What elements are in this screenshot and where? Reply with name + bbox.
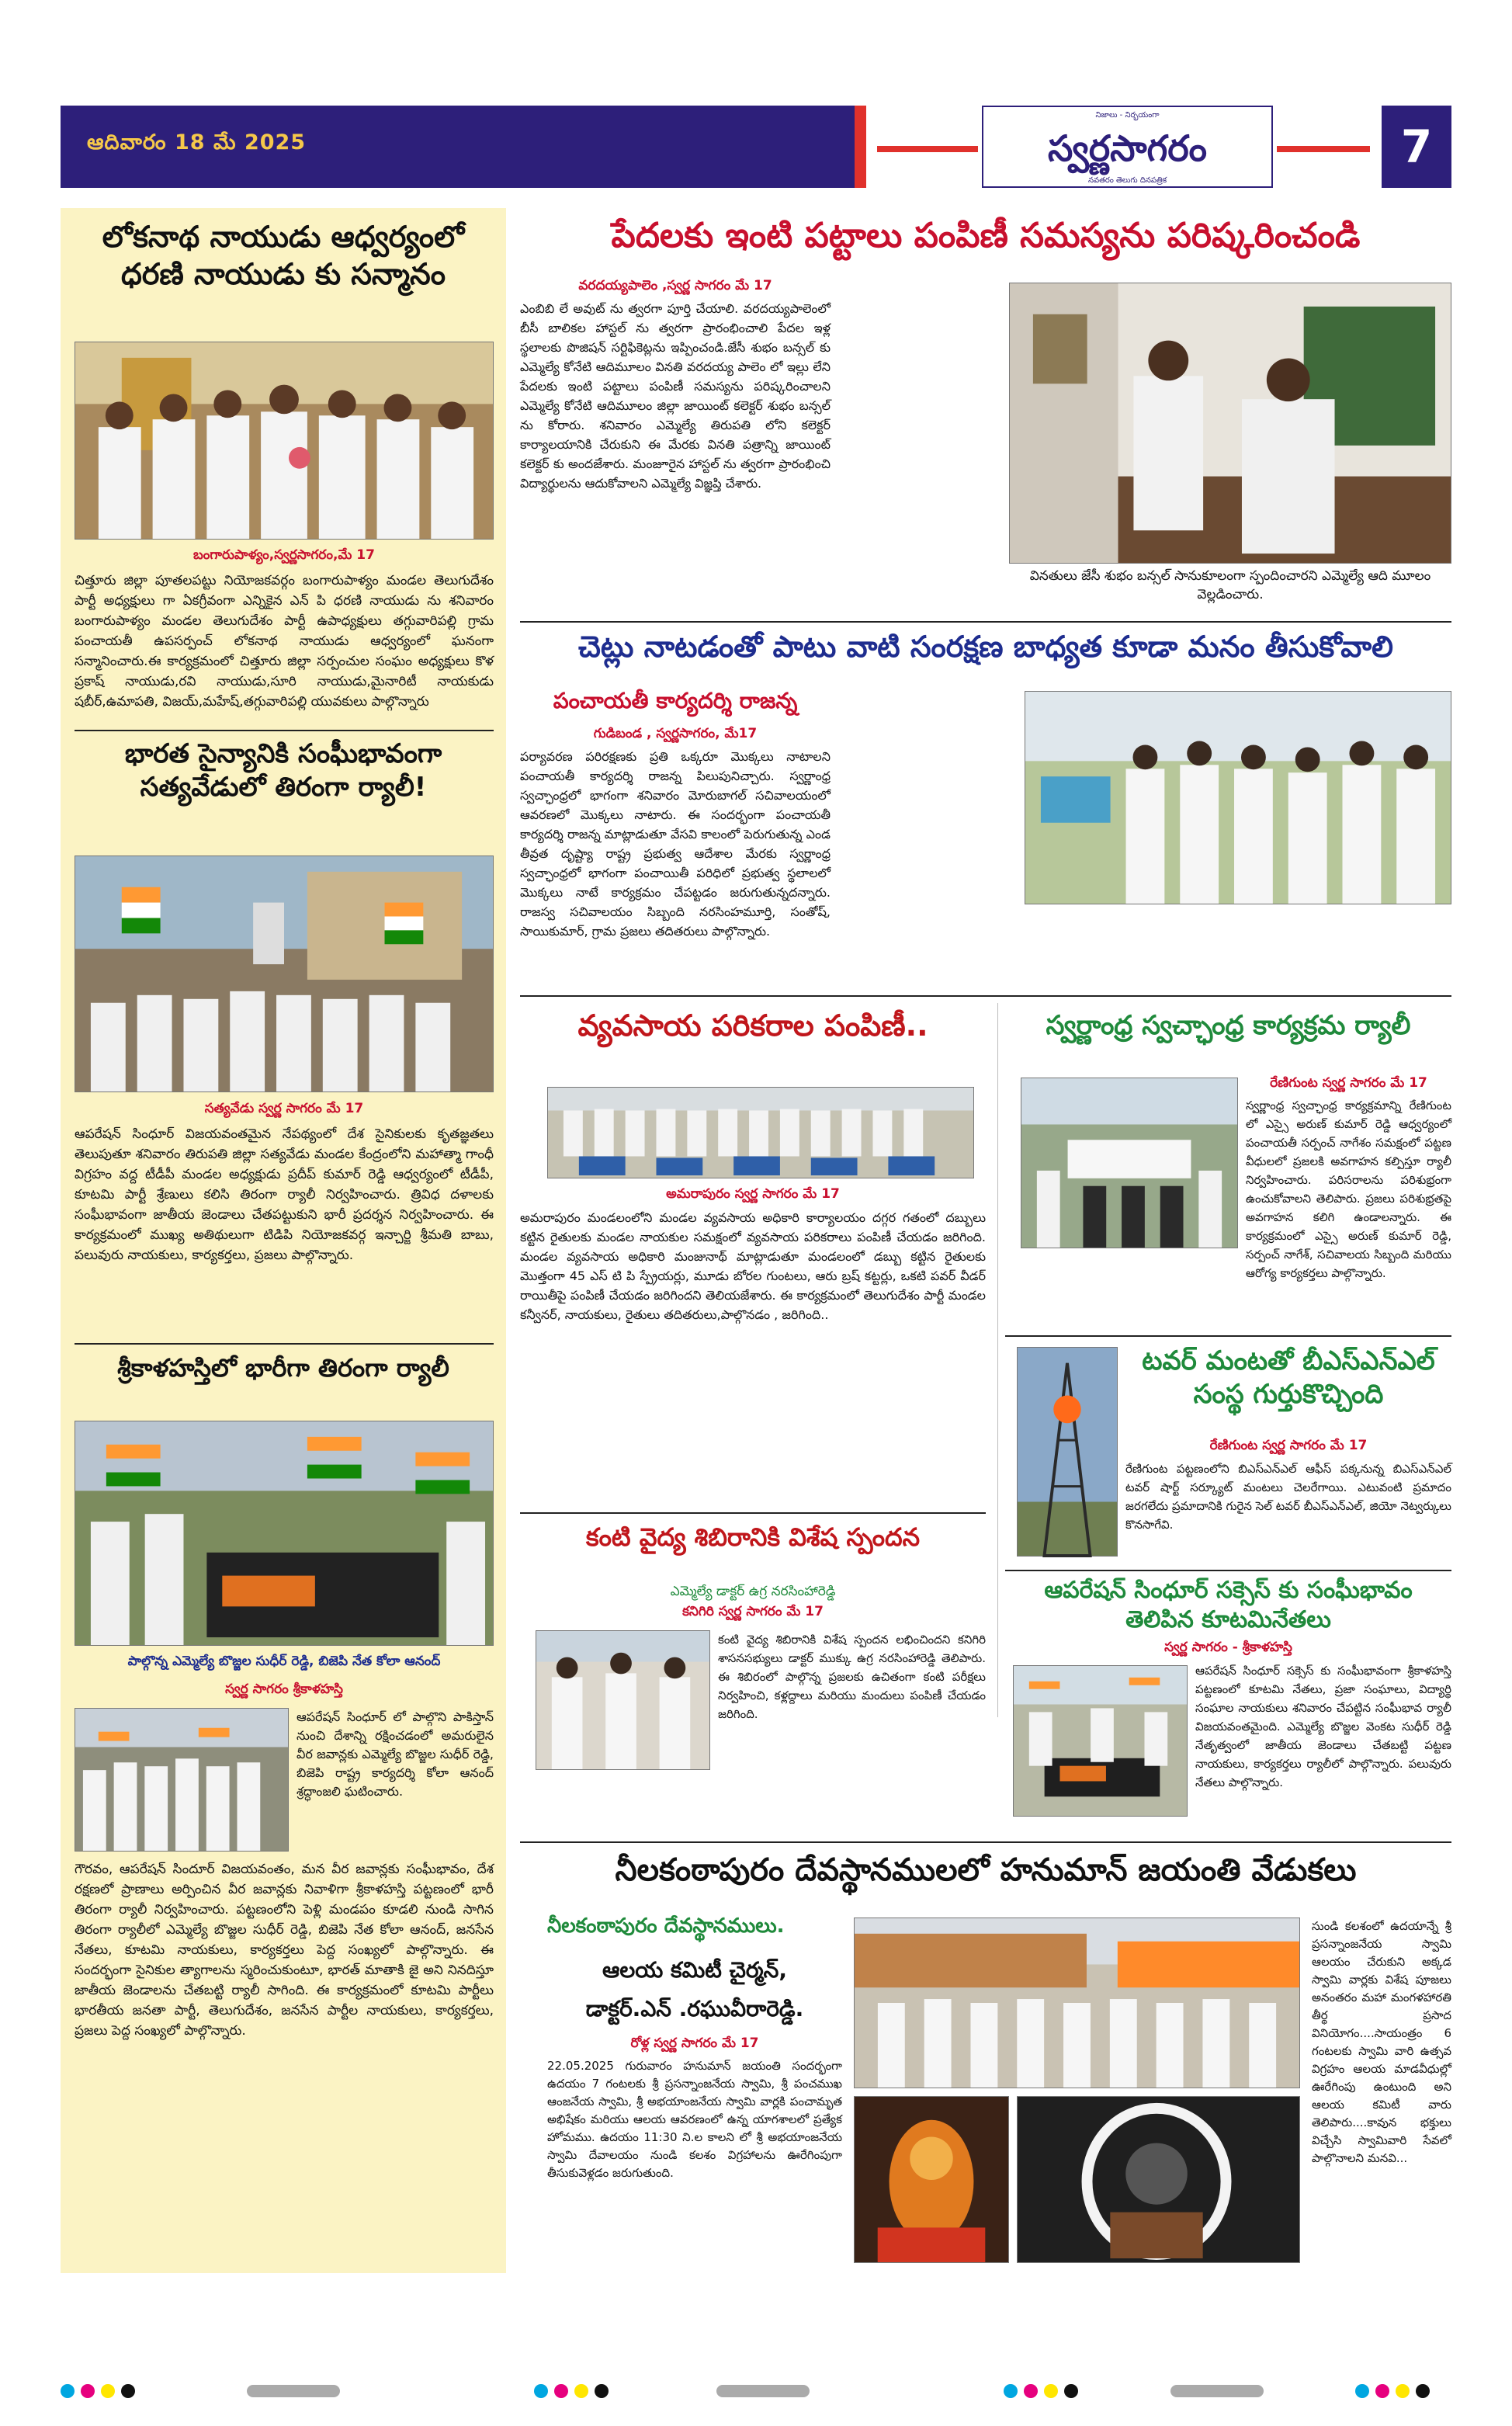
black-mark xyxy=(595,2384,609,2398)
issue-date: ఆదివారం 18 మే 2025 xyxy=(87,130,307,154)
right-article-3-photo xyxy=(547,1087,974,1178)
right-article-2-body: పర్యావరణ పరిరక్షణకు ప్రతి ఒక్కరూ మొక్కలు నాటాలని పంచాయతీ కార్యదర్శి రాజన్న పిలుపునిచ్చారు. స్వర్ణాంధ్ర స్వచ్ఛాంధ్రలో భాగంగా శనివారం మోరుబాగల్ సచివాలయంలో ఆవరణలో మొక్కలు నాటారు. ఈ సందర్భంగా పంచాయతీ కార్యదర్శి రాజన్న మాట్లాడుతూ వేసవి కాలంలో పెరుగుతున్న ఎండ తీవ్రత దృష్ట్యా రాష్ట్ర ప్రభుత్వ ఆదేశాల మేరకు స్వర్ణాంధ్ర స్వచ్ఛాంధ్రలో భాగంగా పంచాయితీ పరిధిలో ప్రభుత్వ స్థలాలలో మొక్కలు నాటే కార్యక్రమం చేపట్టడం జరుగుతున్నదన్నారు. రాజస్వ సచివాలయం సిబ్బంది నరసింహమూర్తి, సంతోష్, సాయికుమార్, గ్రామ ప్రజలు తదితరులు పాల్గొన్నారు. xyxy=(520,749,831,939)
right-article-8-side-body: సుండి కలశంలో ఉదయాన్నే శ్రీ ప్రసన్నాంజనేయ స్వామి ఆలయం చేరుకుని అక్కడ స్వామి వార్లకు విశేష పూజలు అనంతరం మహా మంగళహారతి తీర్థ ప్రసాద వినియోగం....సాయంత్రం 6 గంటలకు స్వామి వారి ఉత్సవ విగ్రహం ఆలయ మాడవీధుల్లో ఊరేగింపు ఉంటుంది అని ఆలయ కమిటీ వారు తెలిపారు....కావున భక్తులు విచ్చేసి స్వామివారి సేవలో పాల్గొనాలని మనవి... xyxy=(1312,1919,1451,2165)
right-article-3-body: అమరాపురం మండలంలోని మండల వ్యవసాయ అధికారి కార్యాలయం దగ్గర గతంలో దబ్బులు కట్టిన రైతులకు మండల నాయకుల సమక్షంలో వ్యవసాయ పరికరాలు పంపిణీ చేయడం జరిగింది. మండల వ్యవసాయ అధికారి మంజునాథ్ మాట్లాడుతూ మండలంలో డబ్బు కట్టిన రైతులకు మొత్తంగా 45 ఎస్ టి పి స్ప్రేయర్లు, మూడు బోరల గుంటలు, ఆరు బ్రష్ కట్టర్లు, ఒకటి పవర్ వీడర్ రాయితీపై పంపిణీ చేయడం జరిగిందని తెలియజేశారు. ఈ కార్యక్రమంలో తెలుగుదేశం పార్టీ మండల కన్వీనర్, నాయకులు, రైతులు తదితరులు,పాల్గొనడం , జరిగింది.. xyxy=(520,1210,986,1322)
divider xyxy=(75,730,494,731)
left-article-2-headline: భారత సైన్యానికి సంఘీభావంగా సత్యవేడులో తిరంగా ర్యాలీ! xyxy=(124,738,442,803)
right-article-3-dateline: అమరాపురం స్వర్ణ సాగరం మే 17 xyxy=(666,1186,840,1202)
left-article-3-headline: శ్రీకాళహస్తిలో భారీగా తిరంగా ర్యాలీ xyxy=(117,1353,449,1383)
grey-bar xyxy=(716,2385,810,2397)
right-article-4-dateline: రేణిగుంట స్వర్ణ సాగరం మే 17 xyxy=(1270,1075,1427,1091)
magenta-mark xyxy=(1375,2384,1389,2398)
right-article-8-dateline: రోళ్ల స్వర్ణ సాగరం మే 17 xyxy=(630,2036,759,2051)
left-article-1-body: చిత్తూరు జిల్లా పూతలపట్టు నియోజకవర్గం బంగారుపాళ్యం మండల తెలుగుదేశం పార్టీ అధ్యక్షులు గా ఏకగ్రీవంగా ఎన్నికైన ఎన్ పి ధరణి నాయుడు ను శనివారం బంగారుపాళ్యం మండల తెలుగుదేశం పార్టీ ఉపాధ్యక్షులు తగ్గువారిపల్లి గ్రామ పంచాయతీ ఉపసర్పంచ్ లోకనాథ నాయుడు ఆధ్వర్యంలో ఘనంగా సన్మానించారు.ఈ కార్యక్రమంలో చిత్తూరు జిల్లా సర్పంచుల సంఘం అధ్యక్షులు కొళ ప్రకాష్ నాయుడు,రవి నాయుడు,సూరి నాయుడు,మైనారిటీ నాయకుడు షబీర్,ఉమాపతి, విజయ్,మహేష్,తగ్గువారిపల్లి యువకులు పాల్గొన్నారు xyxy=(75,573,494,710)
right-article-7-dateline: స్వర్ణ సాగరం - శ్రీకాళహస్తి xyxy=(1164,1640,1292,1655)
right-article-6-photo xyxy=(536,1630,710,1770)
right-article-1-dateline: వరదయ్యపాలెం ,స్వర్ణ సాగరం మే 17 xyxy=(578,278,772,293)
header-accent xyxy=(855,106,866,188)
left-article-1-photo xyxy=(75,342,494,540)
divider xyxy=(520,1512,986,1514)
right-article-6-subheadline: ఎమ్మెల్యే డాక్టర్ ఉగ్ర నరసింహారెడ్డి xyxy=(670,1584,836,1599)
right-article-2-dateline: గుడిబండ , స్వర్ణసాగరం, మే17 xyxy=(593,726,758,741)
right-article-8-sub-2: ఆలయ కమిటీ చైర్మన్, xyxy=(602,1957,787,1983)
right-article-1-photo xyxy=(1009,283,1451,564)
right-article-8-photo-idol-1 xyxy=(854,2096,1009,2263)
cyan-mark xyxy=(1355,2384,1369,2398)
divider xyxy=(520,1841,1451,1843)
right-article-4-body: స్వర్ణాంధ్ర స్వచ్ఛాంధ్ర కార్యక్రమాన్ని రేణిగుంట లో ఎస్సై అరుణ్ కుమార్ రెడ్డి ఆధ్వర్యంలో పంచాయతీ సర్పంచ్ నాగేశం సమక్షంలో పట్టణ వీధులలో ప్రజలకి అవగాహన కల్పిస్తూ ర్యాలీ నిర్వహించారు. పరిసరాలను పరిశుభ్రంగా ఉంచుకోవాలని తెలిపారు. ప్రజలు పరిశుభ్రతపై అవగాహన కలిగి ఉండాలన్నారు. ఈ కార్యక్రమంలో ఎస్సై అరుణ్ కుమార్ రెడ్డి, సర్పంచ్ నాగేశ్, సచివాలయ సిబ్బంది మరియు ఆరోగ్య కార్యకర్తలు పాల్గొన్నారు. xyxy=(1246,1098,1451,1280)
right-article-4-headline: స్వర్ణాంధ్ర స్వచ్ఛాంధ్ర కార్యక్రమ ర్యాలీ xyxy=(1046,1010,1411,1041)
divider xyxy=(1005,1335,1451,1337)
right-article-5-headline: టవర్ మంటతో బీఎస్ఎన్ఎల్ సంస్థ గుర్తుకొచ్చింది xyxy=(1142,1345,1435,1410)
print-registration-marks xyxy=(61,2382,1451,2400)
right-article-8-photo-procession xyxy=(854,1918,1300,2088)
right-article-4-photo xyxy=(1021,1078,1238,1248)
grey-bar xyxy=(247,2385,340,2397)
left-article-2-body: ఆపరేషన్ సింధూర్ విజయవంతమైన నేపథ్యంలో దేశ సైనికులకు కృతజ్ఞతలు తెలుపుతూ శనివారం తిరుపతి జిల్లా సత్యవేడు మండల కేంద్రంలోని మహాత్మా గాంధీ విగ్రహం వద్ద టీడీపీ మండల అధ్యక్షుడు ప్రదీప్ కుమార్ రెడ్డి ఆధ్వర్యంలో టీడీపీ, కూటమి పార్టీ శ్రేణులు కలిసి తిరంగా ర్యాలీ నిర్వహించారు. త్రివిధ దళాలకు సంఘీభావంగా జాతీయ జెండాలు చేతపట్టుకుని భారీ ప్రదర్శన నిర్వహించారు. ఈ కార్యక్రమంలో ముఖ్య అతిథులుగా టిడిపి నియోజకవర్గ ఇన్చార్జి శ్రీమతి బాబు, పలువురు నాయకులు, కార్యకర్తలు, ప్రజలు పాల్గొన్నారు. xyxy=(75,1126,494,1263)
masthead-name: స్వర్ణసాగరం xyxy=(1048,127,1207,169)
yellow-mark xyxy=(1044,2384,1058,2398)
right-article-8-sub-3: డాక్టర్.ఎన్ .రఘువీరారెడ్డి. xyxy=(585,1996,804,2022)
logo-rule-right xyxy=(1277,146,1370,152)
right-article-3-headline: వ్యవసాయ పరికరాల పంపిణీ.. xyxy=(577,1008,928,1043)
page-number: 7 xyxy=(1382,106,1451,188)
left-article-3-body-top: ఆపరేషన్ సింధూర్ లో పాల్గొని పాకిస్తాన్ నుంచి దేశాన్ని రక్షించడంలో అమరులైన వీర జవాన్లకు ఎమ్మెల్యే బొజ్జల సుధీర్ రెడ్డి, బిజెపి రాష్ట్ర కార్యదర్శి కోలా ఆనంద్ శ్రద్ధాంజలి ఘటించారు. xyxy=(297,1709,494,1799)
left-article-3-dateline: స్వర్ణ సాగరం శ్రీకాళహస్తి xyxy=(225,1682,343,1697)
right-article-5-dateline: రేణిగుంట స్వర్ణ సాగరం మే 17 xyxy=(1209,1438,1368,1453)
divider xyxy=(520,995,1451,997)
left-article-1-headline: లోకనాథ నాయుడు ఆధ్వర్యంలో ధరణి నాయుడు కు సన్మానం xyxy=(102,220,465,291)
grey-bar xyxy=(1170,2385,1264,2397)
cyan-mark xyxy=(534,2384,548,2398)
column-divider xyxy=(997,1003,998,1717)
right-article-7-photo xyxy=(1013,1665,1188,1817)
left-article-2-photo xyxy=(75,856,494,1092)
divider xyxy=(520,621,1451,623)
left-article-2-dateline: సత్యవేడు స్వర్ణ సాగరం మే 17 xyxy=(204,1101,364,1116)
magenta-mark xyxy=(1024,2384,1038,2398)
divider xyxy=(1005,1570,1451,1571)
masthead-tagline: నిజాలు - నిర్భయంగా xyxy=(1095,111,1160,120)
right-article-7-headline: ఆపరేషన్ సింధూర్ సక్సెస్ కు సంఘీభావం తెలిపిన కూటమినేతలు xyxy=(1044,1577,1413,1633)
black-mark xyxy=(121,2384,135,2398)
masthead-logo xyxy=(982,106,1273,188)
right-article-8-headline: నీలకంఠాపురం దేవస్థానములలో హనుమాన్ జయంతి వేడుకలు xyxy=(615,1852,1357,1888)
black-mark xyxy=(1416,2384,1430,2398)
magenta-mark xyxy=(81,2384,95,2398)
yellow-mark xyxy=(574,2384,588,2398)
right-article-2-photo xyxy=(1025,691,1451,904)
cyan-mark xyxy=(1004,2384,1018,2398)
right-article-2-subheadline: పంచాయతీ కార్యదర్శి రాజన్న xyxy=(553,688,798,713)
masthead-subtagline: నవతరం తెలుగు దినపత్రిక xyxy=(1087,176,1167,185)
yellow-mark xyxy=(101,2384,115,2398)
right-article-6-body: కంటి వైద్య శిబిరానికి విశేష స్పందన లభించిందని కనిగిరి శాసనసభ్యులు డాక్టర్ ముక్కు ఉగ్ర నరసింహారెడ్డి తెలిపారు. ఈ శిబిరంలో పాల్గొన్న ప్రజలకు ఉచితంగా కంటి పరీక్షలు నిర్వహించి, కళ్లద్దాలు మరియు మందులు పంపిణీ చేయడం జరిగింది. xyxy=(718,1633,986,1721)
right-article-5-body: రేణిగుంట పట్టణంలోని బిఎస్ఎన్ఎల్ ఆఫీస్ పక్కనున్న బిఎస్ఎన్ఎల్ టవర్ షార్ట్ సర్క్యూట్ మంటలు చెలరేగాయి. ఎటువంటి ప్రమాదం జరగలేదు ప్రమాదానికి గురైన సెల్ టవర్ బీఎస్ఎన్ఎల్, జియో నెట్వర్కులు కొనసాగేవి. xyxy=(1125,1462,1451,1532)
right-article-8-body: 22.05.2025 గురువారం హనుమాన్ జయంతి సందర్భంగా ఉదయం 7 గంటలకు శ్రీ ప్రసన్నాంజనేయ స్వామి, శ్రీ పంచముఖ ఆంజనేయ స్వామి, శ్రీ అభయాంజనేయ స్వామి వార్లకి పంచామృత అభిషేకం మరియు ఆలయ ఆవరణంలో ఉన్న యాగశాలలో ప్రత్యేక హోమము. ఉదయం 11:30 ని.ల కాలని లో శ్రీ అభయాంజనేయ స్వామి దేవాలయం నుండి కలశం విగ్రహాలను ఊరేగింపుగా తీసుకువెళ్లడం జరుగుతుంది. xyxy=(547,2059,842,2180)
logo-rule-left xyxy=(877,146,978,152)
right-article-1-headline: పేదలకు ఇంటి పట్టాలు పంపిణీ సమస్యను పరిష్కరించండి xyxy=(611,216,1361,255)
right-article-6-headline: కంటి వైద్య శిబిరానికి విశేష స్పందన xyxy=(585,1522,921,1552)
left-article-3-photo-caption: పాల్గొన్న ఎమ్మెల్యే బొజ్జల సుధీర్ రెడ్డి, బిజెపి నేత కోలా ఆనంద్ xyxy=(127,1654,441,1669)
right-article-7-body: ఆపరేషన్ సింధూర్ సక్సెస్ కు సంఘీభావంగా శ్రీకాళహస్తి పట్టణంలో కూటమి నేతలు, ప్రజా సంఘాలు, విద్యార్థి సంఘాల నాయకులు శనివారం చేపట్టిన సంఘీభావ ర్యాలీ విజయవంతమైంది. ఎమ్మెల్యే బొజ్జల వెంకట సుధీర్ రెడ్డి నేతృత్వంలో జాతీయ జెండాలు చేతబట్టి పట్టణ నాయకులు, కార్యకర్తలు ర్యాలీలో పాల్గొన్నారు. పలువురు నేతలు పాల్గొన్నారు. xyxy=(1195,1664,1451,1789)
right-article-8-photo-idol-2 xyxy=(1017,2096,1300,2263)
black-mark xyxy=(1064,2384,1078,2398)
right-article-1-photo-caption: వినతులు జేసీ శుభం బన్సల్ సానుకూలంగా స్పందించారని ఎమ్మెల్యే ఆది మూలం వెల్లడించారు. xyxy=(1029,568,1431,602)
left-article-3-photo xyxy=(75,1421,494,1646)
left-article-3-body: గౌరవం, ఆపరేషన్ సిందూర్ విజయవంతం, మన వీర జవాన్లకు సంఘీభావం, దేశ రక్షణలో ప్రాణాలు అర్పించిన వీర జవాన్లకు నివాళిగా శ్రీకాళహస్తి పట్టణంలో భారీ తిరంగా ర్యాలీ నిర్వహించారు. పట్టణంలోని పెళ్లి మండపం కూడలి నుండి సాగిన తిరంగా ర్యాలీలో ఎమ్మెల్యే బొజ్జల సుధీర్ రెడ్డి, బిజెపి నేత కోలా ఆనంద్, జనసేన నేతలు, కూటమి నాయకులు, కార్యకర్తలు పెద్ద సంఖ్యలో పాల్గొన్నారు. ఈ సందర్భంగా సైనికుల త్యాగాలను స్మరించుకుంటూ, భారత్ మాతాకి జై అని నినదిస్తూ జాతీయ జెండాలను చేతబట్టి ర్యాలీ సాగింది. ఈ కార్యక్రమంలో కూటమి పార్టీలు భారతీయ జనతా పార్టీ, తెలుగుదేశం, జనసేన పార్టీల నాయకులు, కార్యకర్తలు, ప్రజలు పెద్ద సంఖ్యలో పాల్గొన్నారు. xyxy=(75,1862,494,2039)
right-article-2-headline: చెట్లు నాటడంతో పాటు వాటి సంరక్షణ బాధ్యత కూడా మనం తీసుకోవాలి xyxy=(578,630,1393,664)
right-article-5-photo xyxy=(1017,1347,1118,1557)
yellow-mark xyxy=(1396,2384,1410,2398)
magenta-mark xyxy=(554,2384,568,2398)
left-article-3-crowd-photo xyxy=(75,1708,289,1852)
right-article-8-sub-1: నీలకంఠాపురం దేవస్థానములు. xyxy=(547,1914,785,1938)
divider xyxy=(75,1343,494,1345)
right-article-6-dateline: కనిగిరి స్వర్ణ సాగరం మే 17 xyxy=(682,1604,824,1619)
left-article-1-dateline: బంగారుపాళ్యం,స్వర్ణసాగరం,మే 17 xyxy=(193,547,375,563)
right-article-1-body: ఎంబిబి లే అవుట్ ను త్వరగా పూర్తి చేయాలి. వరదయ్యపాలెంలో బీసీ బాలికల హాస్టల్ ను త్వరగా ప్రారంభించాలి పేదల ఇళ్ల స్థలాలకు పొజిషన్ సర్టిఫికెట్లను ఇప్పించండి.జేసీ శుభం బన్సల్ కు ఎమ్మెల్యే కోనేటి ఆదిమూలం వినతి వరదయ్య పాలెం లో ఇల్లు లేని పేదలకు ఇంటి పట్టాలు పంపిణీ సమస్యను పరిష్కరించాలని ఎమ్మెల్యే కోనేటి ఆదిమూలం జిల్లా జాయింట్ కలెక్టర్ శుభం బన్సల్ ను కోరారు. శనివారం ఎమ్మెల్యే తిరుపతి లోని కలెక్టర్ కార్యాలయానికి చేరుకుని ఈ మేరకు వినతి పత్రాన్ని జాయింట్ కలెక్టర్ కు అందజేశారు. మంజూరైన హాస్టల్ ను త్వరగా ప్రారంభించి విద్యార్థులను ఆదుకోవాలని ఎమ్మెల్యే విజ్ఞప్తి చేశారు. xyxy=(520,301,831,491)
cyan-mark xyxy=(61,2384,75,2398)
